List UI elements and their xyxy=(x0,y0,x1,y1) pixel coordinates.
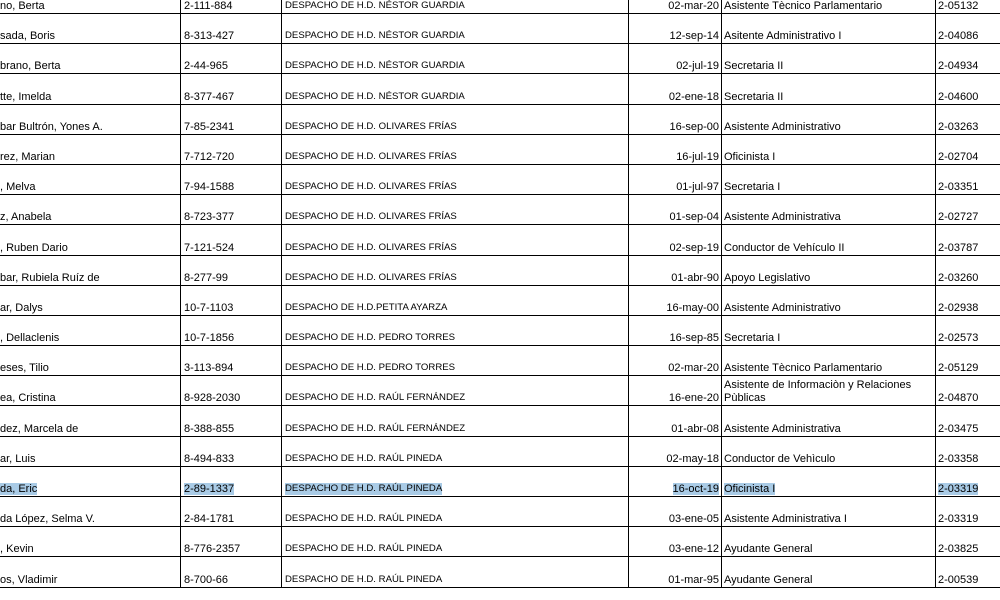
start-date-text: 16-sep-00 xyxy=(669,120,719,133)
employee-name-cell[interactable] xyxy=(0,44,180,73)
table-row[interactable] xyxy=(0,0,1000,14)
office-text: DESPACHO DE H.D. RAÚL PINEDA xyxy=(285,483,443,494)
id-number-cell[interactable] xyxy=(180,346,281,375)
id-number-text: 8-776-2357 xyxy=(184,543,241,556)
position-cell[interactable] xyxy=(721,225,935,254)
office-text: DESPACHO DE H.D. OLIVARES FRÍAS xyxy=(285,120,457,132)
start-date-text: 02-ene-18 xyxy=(668,90,719,103)
id-number-cell[interactable] xyxy=(180,286,281,315)
start-date-text: 02-mar-20 xyxy=(668,362,719,375)
id-number-text: 2-89-1337 xyxy=(184,483,235,495)
table-row[interactable] xyxy=(0,527,1000,557)
position-cell[interactable] xyxy=(721,256,935,285)
employee-name-cell[interactable] xyxy=(0,467,180,496)
employee-name-cell[interactable] xyxy=(0,256,180,285)
office-cell[interactable] xyxy=(281,467,628,496)
id-number-cell[interactable] xyxy=(180,527,281,556)
office-cell[interactable] xyxy=(281,376,628,405)
table-row[interactable] xyxy=(0,256,1000,286)
start-date-text: 03-ene-12 xyxy=(668,543,719,556)
position-code-text: 2-03263 xyxy=(938,120,979,133)
employee-name-text: , Ruben Dario xyxy=(0,241,68,254)
table-row[interactable] xyxy=(0,467,1000,497)
office-text: DESPACHO DE H.D. OLIVARES FRÍAS xyxy=(285,181,457,193)
start-date-text: 01-abr-08 xyxy=(671,422,719,435)
position-code-text: 2-04870 xyxy=(938,392,979,405)
table-row[interactable] xyxy=(0,497,1000,527)
position-code-cell[interactable] xyxy=(935,286,1000,315)
position-cell[interactable] xyxy=(721,0,935,13)
table-row[interactable] xyxy=(0,14,1000,44)
office-cell[interactable] xyxy=(281,527,628,556)
office-cell[interactable] xyxy=(281,256,628,285)
office-text: DESPACHO DE H.D. RAÚL PINEDA xyxy=(285,513,443,525)
office-cell[interactable] xyxy=(281,225,628,254)
position-code-text: 2-03319 xyxy=(938,483,979,495)
position-code-cell[interactable] xyxy=(935,14,1000,43)
position-text: Asistente Administrativo xyxy=(724,120,841,133)
table-row[interactable] xyxy=(0,74,1000,104)
position-code-text: 2-04086 xyxy=(938,30,979,43)
position-text: Secretaria II xyxy=(724,60,784,73)
position-text: Apoyo Legislativo xyxy=(724,271,811,284)
start-date-text: 12-sep-14 xyxy=(669,30,719,43)
employee-name-cell[interactable] xyxy=(0,74,180,103)
position-code-cell[interactable] xyxy=(935,225,1000,254)
table-row[interactable] xyxy=(0,346,1000,376)
position-code-text: 2-02727 xyxy=(938,211,979,224)
id-number-cell[interactable] xyxy=(180,316,281,345)
start-date-text: 16-may-00 xyxy=(666,301,719,314)
employee-name-cell[interactable] xyxy=(0,346,180,375)
office-cell[interactable] xyxy=(281,316,628,345)
employee-name-cell[interactable] xyxy=(0,557,180,586)
start-date-text: 03-ene-05 xyxy=(668,513,719,526)
start-date-cell[interactable] xyxy=(628,376,721,405)
position-text: Secretaria II xyxy=(724,90,784,103)
office-text: DESPACHO DE H.D. NÉSTOR GUARDIA xyxy=(285,30,465,42)
position-code-cell[interactable] xyxy=(935,105,1000,134)
table-row[interactable] xyxy=(0,135,1000,165)
table-row[interactable] xyxy=(0,225,1000,255)
start-date-cell[interactable] xyxy=(628,346,721,375)
position-code-text: 2-03358 xyxy=(938,452,979,465)
start-date-text: 01-sep-04 xyxy=(669,211,719,224)
position-cell[interactable] xyxy=(721,437,935,466)
office-text: DESPACHO DE H.D. OLIVARES FRÍAS xyxy=(285,241,457,253)
start-date-cell[interactable] xyxy=(628,437,721,466)
position-code-text: 2-03825 xyxy=(938,543,979,556)
office-text: DESPACHO DE H.D. NÉSTOR GUARDIA xyxy=(285,90,465,102)
employee-name-cell[interactable] xyxy=(0,376,180,405)
position-text: Asitente Administrativo I xyxy=(724,30,842,43)
position-cell[interactable] xyxy=(721,527,935,556)
id-number-text: 7-121-524 xyxy=(184,241,235,254)
position-cell[interactable] xyxy=(721,14,935,43)
id-number-text: 8-723-377 xyxy=(184,211,235,224)
office-text: DESPACHO DE H.D. RAÚL PINEDA xyxy=(285,573,443,585)
position-code-text: 2-04600 xyxy=(938,90,979,103)
position-code-cell[interactable] xyxy=(935,527,1000,556)
employee-name-text: , Dellaclenis xyxy=(0,332,60,345)
id-number-cell[interactable] xyxy=(180,225,281,254)
position-cell[interactable] xyxy=(721,376,935,405)
office-text: DESPACHO DE H.D. NÉSTOR GUARDIA xyxy=(285,60,465,72)
id-number-text: 2-111-884 xyxy=(184,0,233,12)
position-text: Asistente Tècnico Parlamentario xyxy=(724,362,883,375)
id-number-cell[interactable] xyxy=(180,557,281,586)
position-code-cell[interactable] xyxy=(935,437,1000,466)
office-cell[interactable] xyxy=(281,74,628,103)
start-date-text: 02-mar-20 xyxy=(668,0,719,12)
position-cell[interactable] xyxy=(721,44,935,73)
position-code-cell[interactable] xyxy=(935,316,1000,345)
position-cell[interactable] xyxy=(721,195,935,224)
id-number-text: 7-85-2341 xyxy=(184,120,235,133)
position-cell[interactable] xyxy=(721,135,935,164)
position-text: Ayudante General xyxy=(724,573,813,586)
position-text: Ayudante General xyxy=(724,543,813,556)
position-text: Asistente Tècnico Parlamentario xyxy=(724,0,883,12)
position-cell[interactable] xyxy=(721,165,935,194)
start-date-cell[interactable] xyxy=(628,286,721,315)
start-date-cell[interactable] xyxy=(628,105,721,134)
position-code-text: 2-00539 xyxy=(938,573,979,586)
employee-name-text: ar, Dalys xyxy=(0,301,43,314)
start-date-text: 16-oct-19 xyxy=(672,483,719,495)
id-number-text: 10-7-1103 xyxy=(184,301,234,314)
table-row[interactable] xyxy=(0,376,1000,406)
position-code-cell[interactable] xyxy=(935,74,1000,103)
office-text: DESPACHO DE H.D. OLIVARES FRÍAS xyxy=(285,271,457,283)
employee-name-cell[interactable] xyxy=(0,165,180,194)
id-number-text: 8-377-467 xyxy=(184,90,235,103)
office-cell[interactable] xyxy=(281,497,628,526)
id-number-text: 8-388-855 xyxy=(184,422,235,435)
office-cell[interactable] xyxy=(281,0,628,13)
employee-name-text: , Kevin xyxy=(0,543,34,556)
id-number-cell[interactable] xyxy=(180,0,281,13)
position-code-cell[interactable] xyxy=(935,195,1000,224)
position-code-text: 2-05129 xyxy=(938,362,979,375)
start-date-cell[interactable] xyxy=(628,44,721,73)
start-date-text: 01-jul-97 xyxy=(676,181,719,194)
office-cell[interactable] xyxy=(281,437,628,466)
position-text: Conductor de Vehìculo xyxy=(724,452,836,465)
id-number-text: 8-313-427 xyxy=(184,30,235,43)
start-date-cell[interactable] xyxy=(628,256,721,285)
position-code-cell[interactable] xyxy=(935,256,1000,285)
employee-name-cell[interactable] xyxy=(0,527,180,556)
employee-name-text: tte, Imelda xyxy=(0,90,52,103)
position-text: Conductor de Vehículo II xyxy=(724,241,845,254)
position-code-cell[interactable] xyxy=(935,467,1000,496)
office-cell[interactable] xyxy=(281,406,628,435)
position-text: Asistente Administrativa xyxy=(724,211,841,224)
position-text: Asistente Administrativo xyxy=(724,301,841,314)
start-date-cell[interactable] xyxy=(628,467,721,496)
id-number-cell[interactable] xyxy=(180,195,281,224)
id-number-cell[interactable] xyxy=(180,44,281,73)
position-text: Asistente Administrativa I xyxy=(724,513,847,526)
position-text: Oficinista I xyxy=(724,483,776,495)
office-text: DESPACHO DE H.D. NÉSTOR GUARDIA xyxy=(285,0,465,11)
start-date-cell[interactable] xyxy=(628,557,721,586)
table-row[interactable] xyxy=(0,44,1000,74)
start-date-text: 01-mar-95 xyxy=(668,573,719,586)
employee-name-cell[interactable] xyxy=(0,0,180,13)
id-number-cell[interactable] xyxy=(180,437,281,466)
office-cell[interactable] xyxy=(281,286,628,315)
start-date-text: 16-sep-85 xyxy=(669,332,719,345)
position-text: Asistente de Informaciòn y Relaciones Pùblicas xyxy=(724,379,912,404)
position-cell[interactable] xyxy=(721,105,935,134)
position-code-text: 2-02573 xyxy=(938,332,979,345)
id-number-cell[interactable] xyxy=(180,497,281,526)
start-date-text: 02-may-18 xyxy=(666,452,719,465)
id-number-text: 7-712-720 xyxy=(184,150,235,163)
position-text: Asistente Administrativa xyxy=(724,422,841,435)
table-row[interactable] xyxy=(0,286,1000,316)
employee-name-cell[interactable] xyxy=(0,286,180,315)
start-date-cell[interactable] xyxy=(628,135,721,164)
employee-name-cell[interactable] xyxy=(0,497,180,526)
office-text: DESPACHO DE H.D. PEDRO TORRES xyxy=(285,362,456,374)
table-row[interactable] xyxy=(0,165,1000,195)
office-cell[interactable] xyxy=(281,165,628,194)
position-cell[interactable] xyxy=(721,286,935,315)
position-code-text: 2-02704 xyxy=(938,150,979,163)
employee-name-cell[interactable] xyxy=(0,225,180,254)
id-number-cell[interactable] xyxy=(180,165,281,194)
position-cell[interactable] xyxy=(721,467,935,496)
employee-name-text: brano, Berta xyxy=(0,60,61,73)
id-number-cell[interactable] xyxy=(180,256,281,285)
employee-name-text: da, Eric xyxy=(0,483,38,495)
office-cell[interactable] xyxy=(281,14,628,43)
position-code-text: 2-03260 xyxy=(938,271,979,284)
position-cell[interactable] xyxy=(721,497,935,526)
employee-name-text: bar Bultrón, Yones A. xyxy=(0,120,103,133)
position-cell[interactable] xyxy=(721,74,935,103)
table-row[interactable] xyxy=(0,316,1000,346)
id-number-cell[interactable] xyxy=(180,14,281,43)
start-date-cell[interactable] xyxy=(628,316,721,345)
position-code-text: 2-03787 xyxy=(938,241,979,254)
id-number-text: 2-84-1781 xyxy=(184,513,235,526)
position-code-cell[interactable] xyxy=(935,165,1000,194)
employee-name-text: eses, Tilio xyxy=(0,362,49,375)
id-number-cell[interactable] xyxy=(180,74,281,103)
id-number-text: 10-7-1856 xyxy=(184,332,235,345)
position-code-text: 2-02938 xyxy=(938,301,979,314)
office-text: DESPACHO DE H.D. RAÚL FERNÁNDEZ xyxy=(285,422,466,434)
employee-name-text: no, Berta xyxy=(0,0,45,12)
position-text: Secretaria I xyxy=(724,181,781,194)
table-row[interactable] xyxy=(0,437,1000,467)
position-code-text: 2-03319 xyxy=(938,513,979,526)
start-date-text: 02-jul-19 xyxy=(676,60,719,73)
position-code-text: 2-03475 xyxy=(938,422,979,435)
position-cell[interactable] xyxy=(721,557,935,586)
table-row[interactable] xyxy=(0,195,1000,225)
position-cell[interactable] xyxy=(721,346,935,375)
office-cell[interactable] xyxy=(281,195,628,224)
id-number-text: 8-928-2030 xyxy=(184,392,241,405)
office-cell[interactable] xyxy=(281,557,628,586)
office-cell[interactable] xyxy=(281,346,628,375)
id-number-cell[interactable] xyxy=(180,105,281,134)
start-date-cell[interactable] xyxy=(628,0,721,13)
start-date-cell[interactable] xyxy=(628,195,721,224)
position-code-text: 2-03351 xyxy=(938,181,979,194)
id-number-cell[interactable] xyxy=(180,135,281,164)
employee-name-text: sada, Boris xyxy=(0,30,56,43)
employee-name-cell[interactable] xyxy=(0,406,180,435)
id-number-text: 7-94-1588 xyxy=(184,181,235,194)
id-number-text: 2-44-965 xyxy=(184,60,229,73)
employee-name-cell[interactable] xyxy=(0,195,180,224)
office-text: DESPACHO DE H.D. RAÚL PINEDA xyxy=(285,543,443,555)
employee-name-text: ar, Luis xyxy=(0,452,36,465)
position-code-cell[interactable] xyxy=(935,135,1000,164)
position-code-cell[interactable] xyxy=(935,376,1000,405)
position-code-text: 2-04934 xyxy=(938,60,979,73)
office-text: DESPACHO DE H.D. OLIVARES FRÍAS xyxy=(285,211,457,223)
position-code-cell[interactable] xyxy=(935,497,1000,526)
id-number-text: 3-113-894 xyxy=(184,362,234,375)
start-date-cell[interactable] xyxy=(628,497,721,526)
office-cell[interactable] xyxy=(281,44,628,73)
employee-name-cell[interactable] xyxy=(0,437,180,466)
office-text: DESPACHO DE H.D. RAÚL PINEDA xyxy=(285,452,443,464)
employee-name-text: bar, Rubiela Ruíz de xyxy=(0,271,100,284)
start-date-text: 02-sep-19 xyxy=(669,241,719,254)
employee-name-cell[interactable] xyxy=(0,316,180,345)
employee-name-text: dez, Marcela de xyxy=(0,422,79,435)
position-code-cell[interactable] xyxy=(935,557,1000,586)
id-number-text: 8-700-66 xyxy=(184,573,229,586)
table-row[interactable] xyxy=(0,557,1000,587)
office-cell[interactable] xyxy=(281,105,628,134)
position-code-text: 2-05132 xyxy=(938,0,979,12)
position-code-cell[interactable] xyxy=(935,406,1000,435)
employee-name-cell[interactable] xyxy=(0,105,180,134)
start-date-text: 16-jul-19 xyxy=(676,150,719,163)
employee-name-text: ea, Cristina xyxy=(0,392,56,405)
start-date-cell[interactable] xyxy=(628,14,721,43)
position-text: Oficinista I xyxy=(724,150,776,163)
employee-name-text: z, Anabela xyxy=(0,211,52,224)
start-date-cell[interactable] xyxy=(628,527,721,556)
employee-name-text: os, Vladimir xyxy=(0,573,58,586)
id-number-cell[interactable] xyxy=(180,467,281,496)
office-cell[interactable] xyxy=(281,135,628,164)
employee-name-text: , Melva xyxy=(0,181,36,194)
start-date-text: 01-abr-90 xyxy=(671,271,719,284)
start-date-cell[interactable] xyxy=(628,165,721,194)
office-text: DESPACHO DE H.D. OLIVARES FRÍAS xyxy=(285,150,457,162)
position-cell[interactable] xyxy=(721,316,935,345)
position-code-cell[interactable] xyxy=(935,44,1000,73)
office-text: DESPACHO DE H.D. PEDRO TORRES xyxy=(285,332,456,344)
start-date-cell[interactable] xyxy=(628,74,721,103)
start-date-cell[interactable] xyxy=(628,225,721,254)
employee-name-text: rez, Marian xyxy=(0,150,56,163)
table-row[interactable] xyxy=(0,406,1000,436)
id-number-text: 8-277-99 xyxy=(184,271,229,284)
employee-name-text: da López, Selma V. xyxy=(0,513,95,526)
position-text: Secretaria I xyxy=(724,332,781,345)
employee-name-cell[interactable] xyxy=(0,14,180,43)
table-row[interactable] xyxy=(0,105,1000,135)
office-text: DESPACHO DE H.D. RAÚL FERNÁNDEZ xyxy=(285,392,466,404)
office-text: DESPACHO DE H.D.PETITA AYARZA xyxy=(285,301,448,313)
id-number-cell[interactable] xyxy=(180,406,281,435)
position-cell[interactable] xyxy=(721,406,935,435)
position-code-cell[interactable] xyxy=(935,346,1000,375)
id-number-text: 8-494-833 xyxy=(184,452,235,465)
start-date-cell[interactable] xyxy=(628,406,721,435)
employee-name-cell[interactable] xyxy=(0,135,180,164)
start-date-text: 16-ene-20 xyxy=(668,392,719,405)
position-code-cell[interactable] xyxy=(935,0,1000,13)
id-number-cell[interactable] xyxy=(180,376,281,405)
